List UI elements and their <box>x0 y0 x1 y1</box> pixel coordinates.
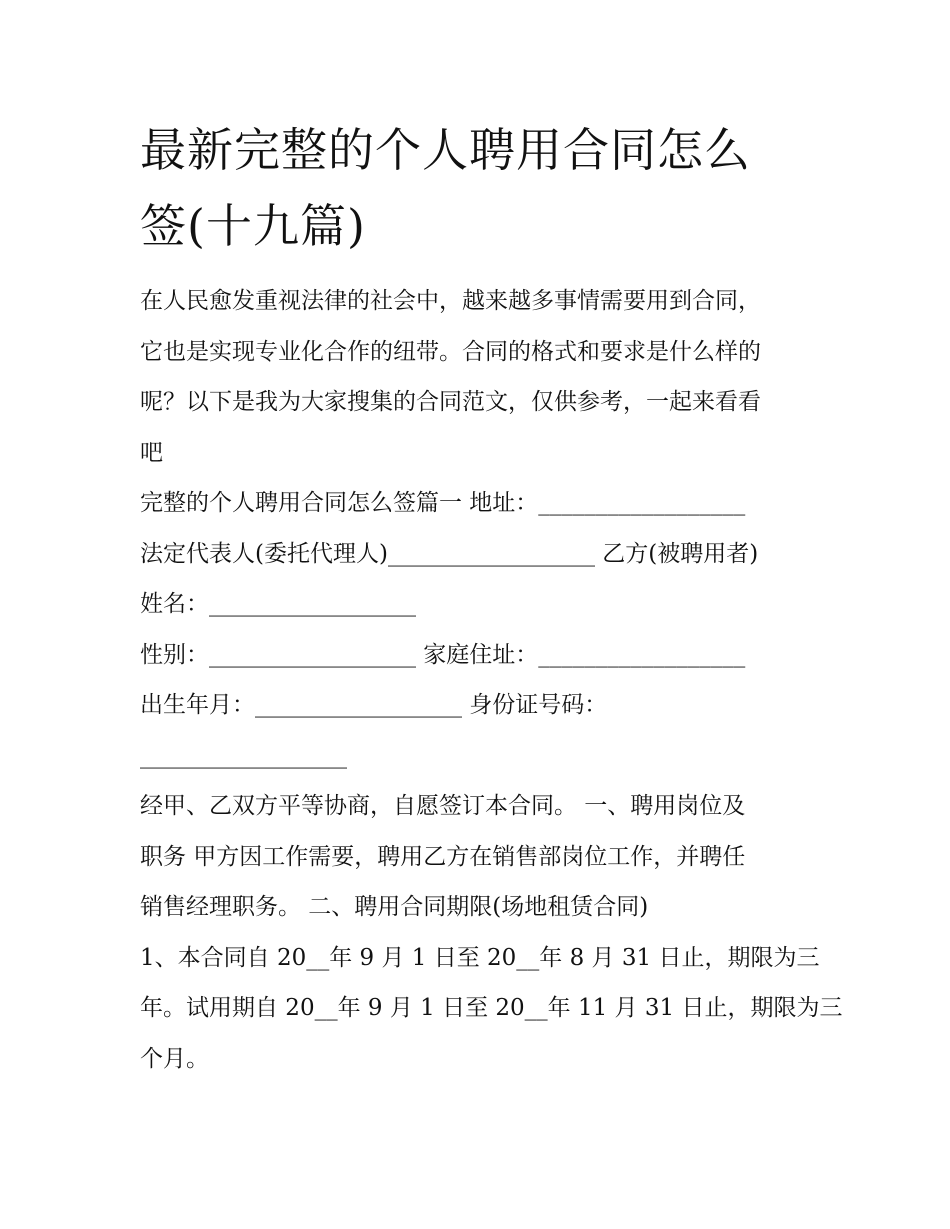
title-line-1: 最新完整的个人聘用合同怎么 <box>140 123 751 177</box>
paragraph-line: 呢？以下是我为大家搜集的合同范文，仅供参考，一起来看看 <box>140 389 761 415</box>
paragraph-line: 经甲、乙双方平等协商，自愿签订本合同。 一、聘用岗位及 <box>140 793 746 819</box>
form-field-line: 姓名：__________________ <box>140 591 416 617</box>
clause-line: 1、本合同自 20__年 9 月 1 日至 20__年 8 月 31 日止，期限为三 <box>140 944 820 971</box>
form-field-line: 出生年月：__________________ 身份证号码： <box>140 692 608 718</box>
form-field-line: __________________ <box>140 742 347 769</box>
paragraph-line: 销售经理职务。 二、聘用合同期限(场地租赁合同) <box>140 894 649 920</box>
document-title <box>140 112 820 264</box>
clause-line: 个月。 <box>140 1045 209 1072</box>
paragraph-line: 它也是实现专业化合作的纽带。合同的格式和要求是什么样的 <box>140 338 761 365</box>
paragraph-line: 吧 <box>140 439 163 466</box>
clause-line: 年。试用期自 20__年 9 月 1 日至 20__年 11 月 31 日止，期限为三 <box>140 995 843 1021</box>
form-field-line: 法定代表人(委托代理人)__________________ 乙方(被聘用者) <box>140 540 759 567</box>
document-body <box>140 276 843 1084</box>
title-line-2: 签(十九篇) <box>140 199 366 253</box>
section-heading-line: 完整的个人聘用合同怎么签篇一 地址：__________________ <box>140 490 746 516</box>
paragraph-line: 职务 甲方因工作需要，聘用乙方在销售部岗位工作，并聘任 <box>140 843 746 870</box>
form-field-line: 性别：__________________ 家庭住址：__________________ <box>140 641 746 668</box>
paragraph-line: 在人民愈发重视法律的社会中，越来越多事情需要用到合同， <box>140 288 761 314</box>
